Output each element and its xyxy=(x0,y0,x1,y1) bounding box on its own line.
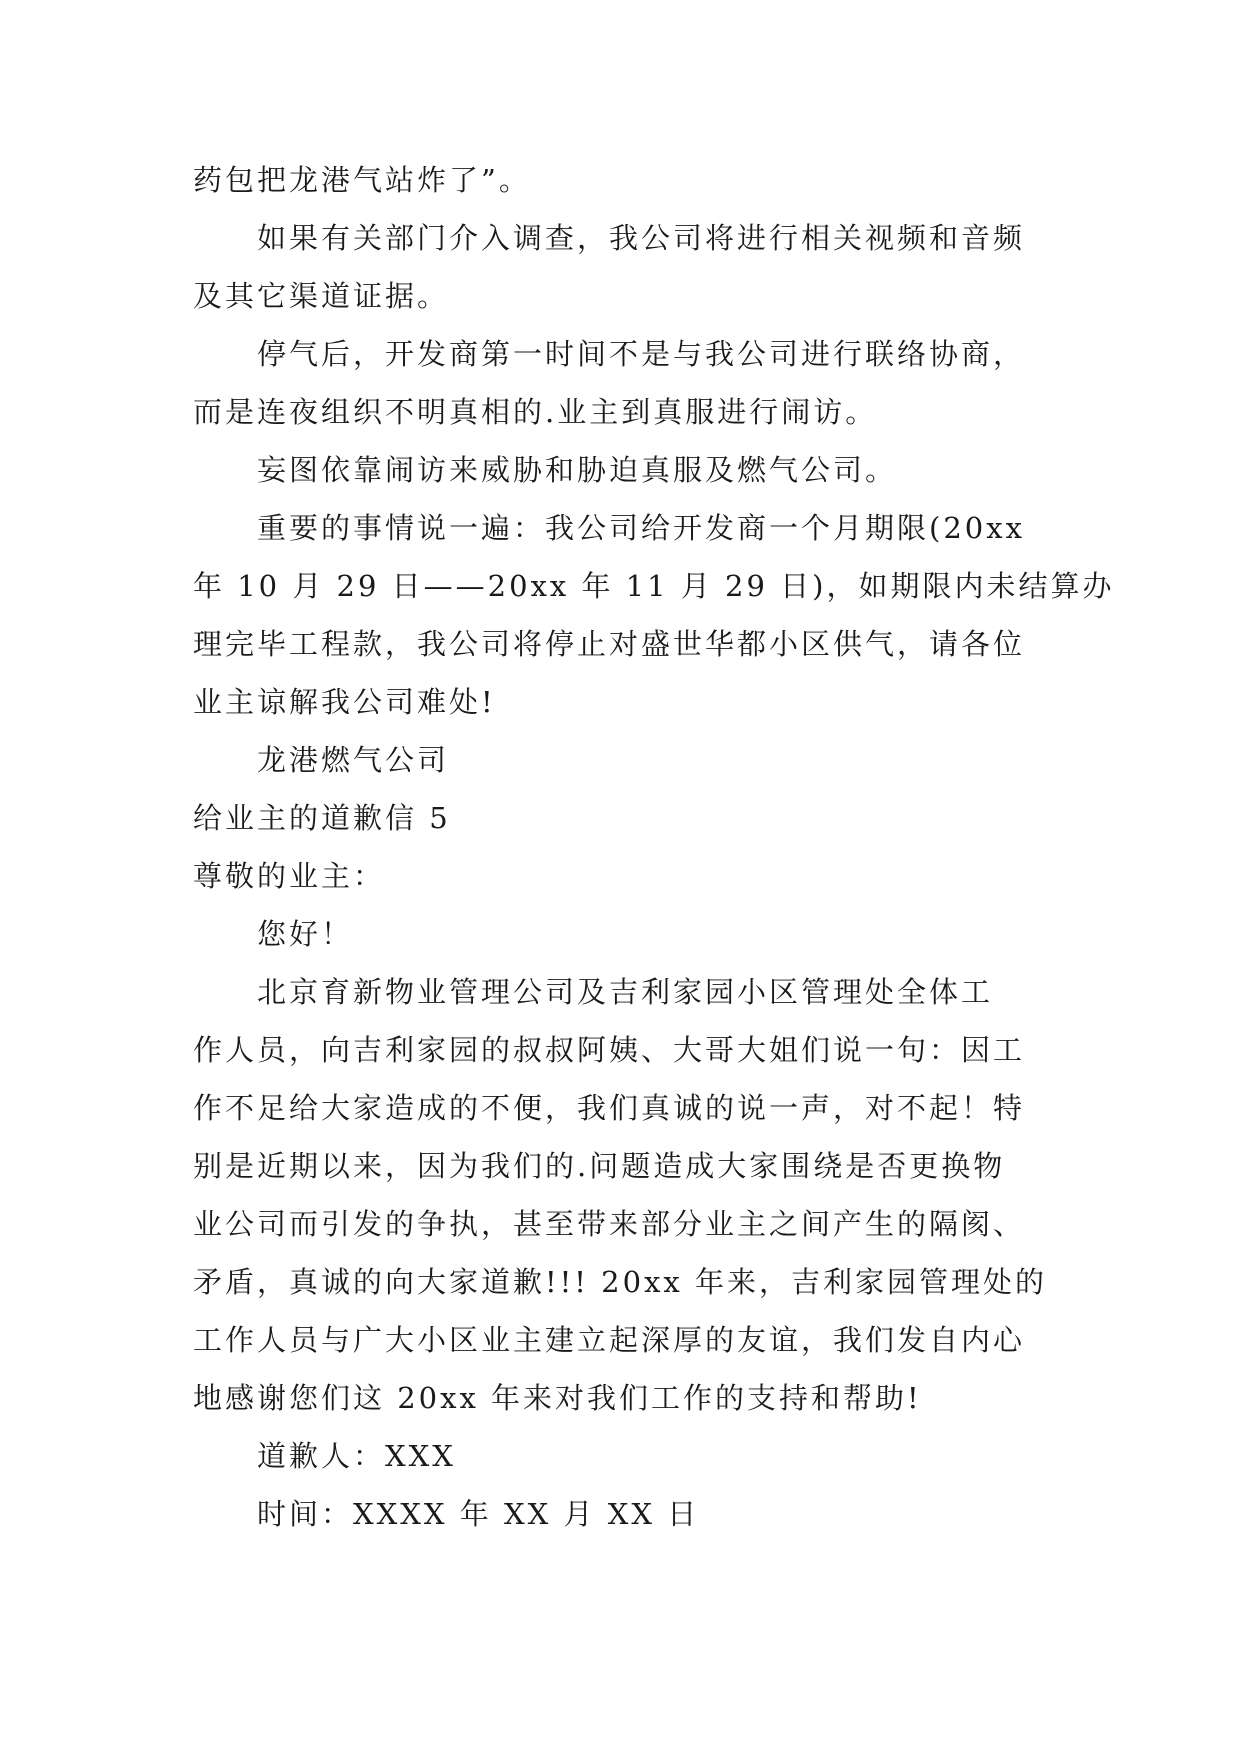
text-line: 作不足给大家造成的不便，我们真诚的说一声，对不起！特 xyxy=(193,1091,1026,1125)
text-line: 如果有关部门介入调查，我公司将进行相关视频和音频 xyxy=(257,221,1026,255)
text-line: 妄图依靠闹访来威胁和胁迫真服及燃气公司。 xyxy=(257,453,898,487)
text-line: 重要的事情说一遍：我公司给开发商一个月期限(20xx xyxy=(257,511,1025,545)
text-line: 业公司而引发的争执，甚至带来部分业主之间产生的隔阂、 xyxy=(193,1207,1026,1241)
text-line: 别是近期以来，因为我们的.问题造成大家围绕是否更换物 xyxy=(193,1149,1006,1183)
signature-apologizer: 道歉人：XXX xyxy=(257,1439,456,1473)
text-line: 地感谢您们这 20xx 年来对我们工作的支持和帮助! xyxy=(193,1381,922,1415)
text-line: 年 10 月 29 日——20xx 年 11 月 29 日)，如期限内未结算办 xyxy=(193,569,1115,603)
text-line: 及其它渠道证据。 xyxy=(193,279,450,313)
text-line: 矛盾，真诚的向大家道歉!!! 20xx 年来，吉利家园管理处的 xyxy=(193,1265,1048,1299)
text-line: 工作人员与广大小区业主建立起深厚的友谊，我们发自内心 xyxy=(193,1323,1026,1357)
text-line: 而是连夜组织不明真相的.业主到真服进行闹访。 xyxy=(193,395,878,429)
text-line: 业主谅解我公司难处! xyxy=(193,685,496,719)
text-line: 停气后，开发商第一时间不是与我公司进行联络协商， xyxy=(257,337,1026,371)
signature-date: 时间：XXXX 年 XX 月 XX 日 xyxy=(257,1497,700,1531)
text-line: 理完毕工程款，我公司将停止对盛世华都小区供气，请各位 xyxy=(193,627,1026,661)
salutation: 尊敬的业主： xyxy=(193,859,386,893)
section-title: 给业主的道歉信 5 xyxy=(193,801,451,835)
text-line: 药包把龙港气站炸了”。 xyxy=(193,163,531,197)
document-body xyxy=(193,151,1115,1543)
text-line: 北京育新物业管理公司及吉利家园小区管理处全体工 xyxy=(257,975,994,1009)
text-line: 作人员，向吉利家园的叔叔阿姨、大哥大姐们说一句：因工 xyxy=(193,1033,1026,1067)
signature-company: 龙港燃气公司 xyxy=(257,743,450,777)
greeting: 您好！ xyxy=(257,917,354,951)
